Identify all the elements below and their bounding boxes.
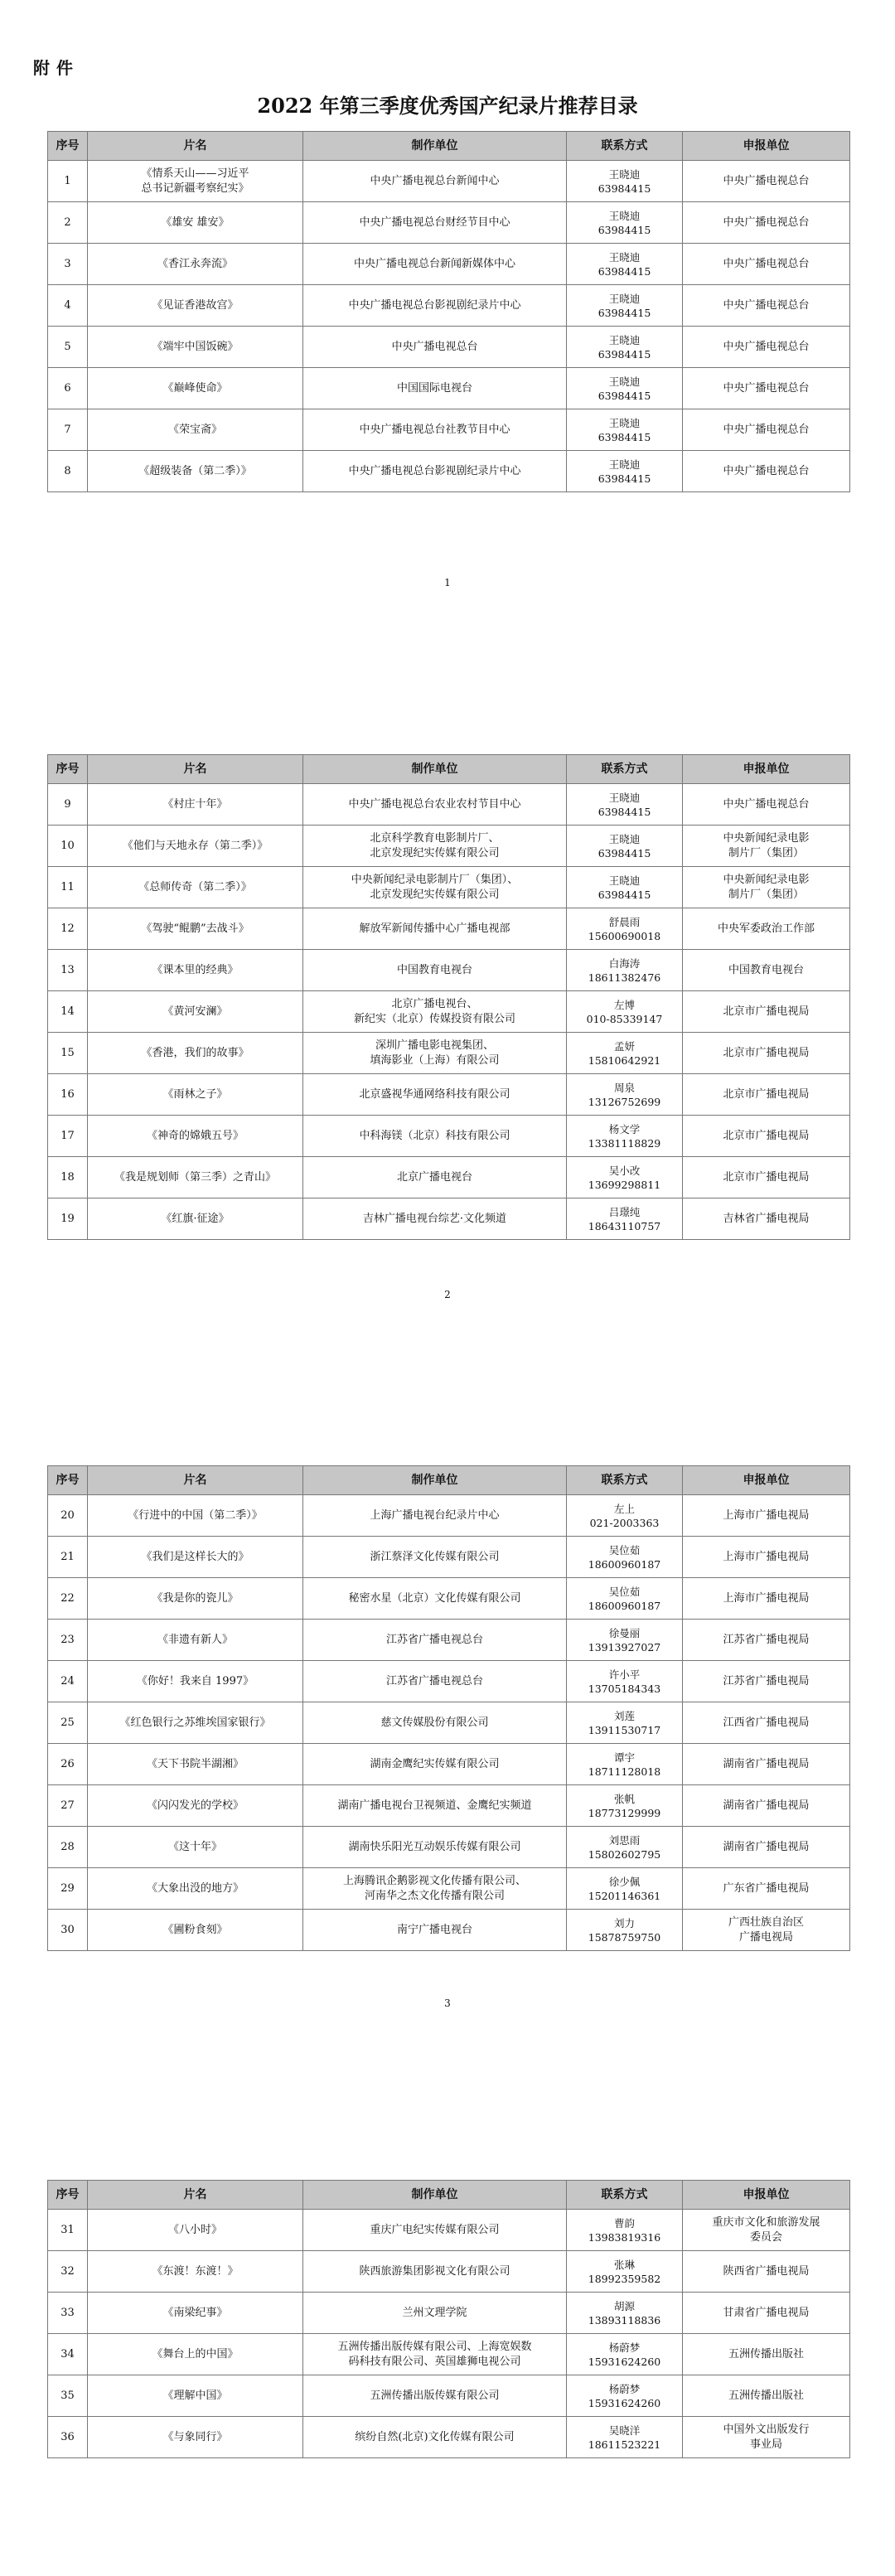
cell-number: 31	[48, 2210, 88, 2251]
cell-number: 15	[48, 1033, 88, 1074]
cell-producer: 北京盛视华通网络科技有限公司	[303, 1074, 567, 1116]
cell-title: 《驾驶“鲲鹏”去战斗》	[88, 908, 303, 950]
cell-producer: 中央广播电视总台影视剧纪录片中心	[303, 285, 567, 327]
cell-number: 14	[48, 991, 88, 1033]
cell-contact: 左博 010-85339147	[567, 991, 683, 1033]
table-row	[48, 867, 850, 908]
cell-producer: 秘密水星（北京）文化传媒有限公司	[303, 1578, 567, 1620]
cell-unit: 中央广播电视总台	[683, 285, 850, 327]
cell-contact: 刘力 15878759750	[567, 1910, 683, 1951]
cell-producer: 中央广播电视总台影视剧纪录片中心	[303, 451, 567, 492]
table-row	[48, 784, 850, 826]
cell-unit: 北京市广播电视局	[683, 991, 850, 1033]
cell-number: 9	[48, 784, 88, 826]
table-row	[48, 368, 850, 409]
cell-title: 《端牢中国饭碗》	[88, 327, 303, 368]
cell-contact: 吴位茹 18600960187	[567, 1578, 683, 1620]
table-row	[48, 1702, 850, 1744]
cell-unit: 北京市广播电视局	[683, 1116, 850, 1157]
table-row	[48, 2334, 850, 2375]
cell-number: 20	[48, 1495, 88, 1537]
cell-producer: 中央广播电视总台财经节目中心	[303, 202, 567, 244]
page-number: 2	[444, 1289, 451, 1300]
cell-title: 《情系天山——习近平 总书记新疆考察纪实》	[88, 161, 303, 202]
table-row	[48, 1116, 850, 1157]
cell-title: 《课本里的经典》	[88, 950, 303, 991]
cell-title: 《闪闪发光的学校》	[88, 1785, 303, 1827]
cell-producer: 中国教育电视台	[303, 950, 567, 991]
cell-contact: 吴位茹 18600960187	[567, 1537, 683, 1578]
table-header-row	[48, 755, 850, 784]
cell-title: 《我是规划师（第三季）之青山》	[88, 1157, 303, 1198]
cell-unit: 北京市广播电视局	[683, 1033, 850, 1074]
header-contact: 联系方式	[567, 132, 683, 161]
cell-title: 《大象出没的地方》	[88, 1868, 303, 1910]
table-row	[48, 327, 850, 368]
cell-unit: 北京市广播电视局	[683, 1074, 850, 1116]
cell-title: 《东渡！东渡！》	[88, 2251, 303, 2293]
table-row	[48, 2375, 850, 2417]
cell-contact: 杨蔚梦 15931624260	[567, 2334, 683, 2375]
cell-unit: 北京市广播电视局	[683, 1157, 850, 1198]
cell-title: 《南梁纪事》	[88, 2293, 303, 2334]
header-unit: 申报单位	[683, 132, 850, 161]
cell-producer: 中央广播电视总台新闻新媒体中心	[303, 244, 567, 285]
cell-producer: 北京科学教育电影制片厂、 北京发现纪实传媒有限公司	[303, 826, 567, 867]
cell-unit: 甘肃省广播电视局	[683, 2293, 850, 2334]
cell-number: 2	[48, 202, 88, 244]
cell-number: 17	[48, 1116, 88, 1157]
table-row	[48, 244, 850, 285]
recommendation-table-page-1	[47, 131, 850, 492]
cell-unit: 上海市广播电视局	[683, 1495, 850, 1537]
cell-contact: 左上 021-2003363	[567, 1495, 683, 1537]
cell-number: 27	[48, 1785, 88, 1827]
cell-producer: 解放军新闻传播中心广播电视部	[303, 908, 567, 950]
header-no: 序号	[48, 755, 88, 784]
cell-unit: 中央新闻纪录电影 制片厂（集团）	[683, 867, 850, 908]
cell-unit: 上海市广播电视局	[683, 1537, 850, 1578]
table-row	[48, 161, 850, 202]
cell-producer: 江苏省广播电视总台	[303, 1620, 567, 1661]
cell-unit: 江苏省广播电视局	[683, 1661, 850, 1702]
cell-number: 33	[48, 2293, 88, 2334]
cell-contact: 王晓迪 63984415	[567, 327, 683, 368]
cell-producer: 上海广播电视台纪录片中心	[303, 1495, 567, 1537]
recommendation-table-page-3	[47, 1465, 850, 1951]
table-row	[48, 1868, 850, 1910]
cell-unit: 江苏省广播电视局	[683, 1620, 850, 1661]
cell-unit: 中央广播电视总台	[683, 784, 850, 826]
cell-producer: 中央广播电视总台新闻中心	[303, 161, 567, 202]
cell-contact: 杨蔚梦 15931624260	[567, 2375, 683, 2417]
cell-unit: 中央广播电视总台	[683, 368, 850, 409]
cell-contact: 王晓迪 63984415	[567, 285, 683, 327]
header-contact: 联系方式	[567, 2181, 683, 2210]
cell-contact: 许小平 13705184343	[567, 1661, 683, 1702]
table-header-row	[48, 2181, 850, 2210]
table-row	[48, 950, 850, 991]
cell-unit: 广西壮族自治区 广播电视局	[683, 1910, 850, 1951]
table-row	[48, 1620, 850, 1661]
cell-contact: 谭宇 18711128018	[567, 1744, 683, 1785]
cell-number: 6	[48, 368, 88, 409]
cell-producer: 吉林广播电视台综艺·文化频道	[303, 1198, 567, 1240]
cell-number: 3	[48, 244, 88, 285]
cell-producer: 中央新闻纪录电影制片厂（集团）、 北京发现纪实传媒有限公司	[303, 867, 567, 908]
cell-contact: 张帆 18773129999	[567, 1785, 683, 1827]
cell-number: 32	[48, 2251, 88, 2293]
table-row	[48, 991, 850, 1033]
cell-title: 《超级装备（第二季）》	[88, 451, 303, 492]
table-row	[48, 202, 850, 244]
cell-contact: 白海涛 18611382476	[567, 950, 683, 991]
cell-number: 25	[48, 1702, 88, 1744]
cell-number: 13	[48, 950, 88, 991]
cell-number: 10	[48, 826, 88, 867]
cell-producer: 五洲传播出版传媒有限公司	[303, 2375, 567, 2417]
cell-contact: 吕璟纯 18643110757	[567, 1198, 683, 1240]
cell-number: 28	[48, 1827, 88, 1868]
cell-title: 《非遗有新人》	[88, 1620, 303, 1661]
cell-producer: 北京广播电视台、 新纪实（北京）传媒投资有限公司	[303, 991, 567, 1033]
cell-title: 《神奇的嫦娥五号》	[88, 1116, 303, 1157]
cell-number: 24	[48, 1661, 88, 1702]
cell-unit: 中央新闻纪录电影 制片厂（集团）	[683, 826, 850, 867]
table-row	[48, 451, 850, 492]
cell-contact: 周泉 13126752699	[567, 1074, 683, 1116]
header-unit: 申报单位	[683, 2181, 850, 2210]
cell-title: 《他们与天地永存（第二季）》	[88, 826, 303, 867]
header-contact: 联系方式	[567, 755, 683, 784]
cell-contact: 吴小改 13699298811	[567, 1157, 683, 1198]
cell-producer: 江苏省广播电视总台	[303, 1661, 567, 1702]
table-row	[48, 1661, 850, 1702]
cell-unit: 五洲传播出版社	[683, 2375, 850, 2417]
cell-number: 36	[48, 2417, 88, 2458]
header-unit: 申报单位	[683, 1466, 850, 1495]
cell-contact: 王晓迪 63984415	[567, 784, 683, 826]
cell-number: 21	[48, 1537, 88, 1578]
table-header-row	[48, 1466, 850, 1495]
cell-unit: 中央广播电视总台	[683, 409, 850, 451]
cell-unit: 五洲传播出版社	[683, 2334, 850, 2375]
table-row	[48, 1495, 850, 1537]
cell-producer: 中央广播电视总台社教节目中心	[303, 409, 567, 451]
table-row	[48, 1827, 850, 1868]
cell-unit: 中国教育电视台	[683, 950, 850, 991]
cell-title: 《香江永奔流》	[88, 244, 303, 285]
cell-title: 《这十年》	[88, 1827, 303, 1868]
cell-producer: 五洲传播出版传媒有限公司、上海宽娱数 码科技有限公司、英国雄狮电视公司	[303, 2334, 567, 2375]
cell-unit: 中央广播电视总台	[683, 161, 850, 202]
cell-producer: 中央广播电视总台农业农村节目中心	[303, 784, 567, 826]
table-row	[48, 1033, 850, 1074]
cell-unit: 中国外文出版发行 事业局	[683, 2417, 850, 2458]
cell-title: 《行进中的中国（第二季）》	[88, 1495, 303, 1537]
cell-producer: 中国国际电视台	[303, 368, 567, 409]
cell-unit: 中央军委政治工作部	[683, 908, 850, 950]
cell-number: 18	[48, 1157, 88, 1198]
cell-unit: 湖南省广播电视局	[683, 1785, 850, 1827]
header-producer: 制作单位	[303, 1466, 567, 1495]
table-row	[48, 1910, 850, 1951]
header-title: 片名	[88, 755, 303, 784]
cell-contact: 杨文学 13381118829	[567, 1116, 683, 1157]
cell-number: 12	[48, 908, 88, 950]
cell-contact: 王晓迪 63984415	[567, 202, 683, 244]
cell-unit: 中央广播电视总台	[683, 202, 850, 244]
header-unit: 申报单位	[683, 755, 850, 784]
cell-title: 《舞台上的中国》	[88, 2334, 303, 2375]
cell-contact: 王晓迪 63984415	[567, 867, 683, 908]
cell-contact: 王晓迪 63984415	[567, 244, 683, 285]
cell-number: 29	[48, 1868, 88, 1910]
cell-producer: 中科海镁（北京）科技有限公司	[303, 1116, 567, 1157]
header-contact: 联系方式	[567, 1466, 683, 1495]
cell-title: 《总师传奇（第二季）》	[88, 867, 303, 908]
header-title: 片名	[88, 2181, 303, 2210]
recommendation-table-page-2	[47, 754, 850, 1240]
table-row	[48, 1157, 850, 1198]
table-row	[48, 2417, 850, 2458]
cell-title: 《巅峰使命》	[88, 368, 303, 409]
cell-unit: 江西省广播电视局	[683, 1702, 850, 1744]
cell-unit: 广东省广播电视局	[683, 1868, 850, 1910]
cell-number: 16	[48, 1074, 88, 1116]
cell-producer: 湖南金鹰纪实传媒有限公司	[303, 1744, 567, 1785]
page-number: 1	[444, 577, 451, 588]
cell-title: 《红色银行之苏维埃国家银行》	[88, 1702, 303, 1744]
header-producer: 制作单位	[303, 755, 567, 784]
cell-unit: 湖南省广播电视局	[683, 1827, 850, 1868]
header-no: 序号	[48, 1466, 88, 1495]
cell-title: 《雨林之子》	[88, 1074, 303, 1116]
cell-number: 11	[48, 867, 88, 908]
cell-title: 《我是你的瓷儿》	[88, 1578, 303, 1620]
cell-title: 《你好！我来自 1997》	[88, 1661, 303, 1702]
cell-number: 26	[48, 1744, 88, 1785]
table-row	[48, 1074, 850, 1116]
page-number: 3	[444, 1997, 451, 2009]
table-row	[48, 908, 850, 950]
cell-contact: 王晓迪 63984415	[567, 368, 683, 409]
table-row	[48, 2293, 850, 2334]
cell-number: 4	[48, 285, 88, 327]
cell-producer: 北京广播电视台	[303, 1157, 567, 1198]
cell-number: 35	[48, 2375, 88, 2417]
cell-contact: 王晓迪 63984415	[567, 451, 683, 492]
cell-contact: 胡源 13893118836	[567, 2293, 683, 2334]
cell-producer: 浙江蔡泽文化传媒有限公司	[303, 1537, 567, 1578]
cell-title: 《荣宝斋》	[88, 409, 303, 451]
cell-number: 34	[48, 2334, 88, 2375]
cell-title: 《与象同行》	[88, 2417, 303, 2458]
cell-number: 22	[48, 1578, 88, 1620]
table-row	[48, 2251, 850, 2293]
cell-title: 《天下书院半湖湘》	[88, 1744, 303, 1785]
cell-contact: 王晓迪 63984415	[567, 161, 683, 202]
table-row	[48, 1785, 850, 1827]
cell-title: 《八小时》	[88, 2210, 303, 2251]
cell-unit: 中央广播电视总台	[683, 327, 850, 368]
cell-contact: 吴晓洋 18611523221	[567, 2417, 683, 2458]
cell-producer: 缤纷自然(北京)文化传媒有限公司	[303, 2417, 567, 2458]
header-no: 序号	[48, 2181, 88, 2210]
cell-title: 《圃粉食刻》	[88, 1910, 303, 1951]
cell-unit: 重庆市文化和旅游发展 委员会	[683, 2210, 850, 2251]
cell-unit: 中央广播电视总台	[683, 244, 850, 285]
cell-number: 7	[48, 409, 88, 451]
cell-contact: 曹韵 13983819316	[567, 2210, 683, 2251]
cell-contact: 孟妍 15810642921	[567, 1033, 683, 1074]
cell-number: 30	[48, 1910, 88, 1951]
header-producer: 制作单位	[303, 2181, 567, 2210]
table-row	[48, 2210, 850, 2251]
cell-producer: 上海腾讯企鹅影视文化传播有限公司、 河南华之杰文化传播有限公司	[303, 1868, 567, 1910]
table-row	[48, 1578, 850, 1620]
cell-contact: 刘莲 13911530717	[567, 1702, 683, 1744]
table-row	[48, 1744, 850, 1785]
table-row	[48, 1537, 850, 1578]
recommendation-table-page-4	[47, 2180, 850, 2458]
cell-producer: 湖南快乐阳光互动娱乐传媒有限公司	[303, 1827, 567, 1868]
cell-producer: 中央广播电视总台	[303, 327, 567, 368]
cell-title: 《香港，我们的故事》	[88, 1033, 303, 1074]
header-producer: 制作单位	[303, 132, 567, 161]
cell-number: 23	[48, 1620, 88, 1661]
cell-unit: 吉林省广播电视局	[683, 1198, 850, 1240]
table-row	[48, 409, 850, 451]
cell-number: 8	[48, 451, 88, 492]
cell-contact: 徐少佩 15201146361	[567, 1868, 683, 1910]
cell-title: 《见证香港故宫》	[88, 285, 303, 327]
cell-unit: 陕西省广播电视局	[683, 2251, 850, 2293]
cell-contact: 刘思雨 15802602795	[567, 1827, 683, 1868]
cell-title: 《雄安 雄安》	[88, 202, 303, 244]
cell-number: 5	[48, 327, 88, 368]
document-title: 2022 年第三季度优秀国产纪录片推荐目录	[257, 94, 638, 118]
table-row	[48, 826, 850, 867]
cell-title: 《黄河安澜》	[88, 991, 303, 1033]
cell-number: 1	[48, 161, 88, 202]
cell-title: 《理解中国》	[88, 2375, 303, 2417]
cell-producer: 兰州文理学院	[303, 2293, 567, 2334]
cell-unit: 湖南省广播电视局	[683, 1744, 850, 1785]
table-header-row	[48, 132, 850, 161]
cell-producer: 慈文传媒股份有限公司	[303, 1702, 567, 1744]
cell-producer: 南宁广播电视台	[303, 1910, 567, 1951]
cell-title: 《红旗·征途》	[88, 1198, 303, 1240]
attachment-label: 附件	[33, 58, 80, 78]
header-title: 片名	[88, 132, 303, 161]
table-row	[48, 1198, 850, 1240]
cell-producer: 陕西旅游集团影视文化有限公司	[303, 2251, 567, 2293]
cell-unit: 上海市广播电视局	[683, 1578, 850, 1620]
cell-producer: 重庆广电纪实传媒有限公司	[303, 2210, 567, 2251]
table-row	[48, 285, 850, 327]
cell-contact: 王晓迪 63984415	[567, 826, 683, 867]
cell-producer: 湖南广播电视台卫视频道、金鹰纪实频道	[303, 1785, 567, 1827]
cell-contact: 王晓迪 63984415	[567, 409, 683, 451]
header-no: 序号	[48, 132, 88, 161]
cell-contact: 张琳 18992359582	[567, 2251, 683, 2293]
cell-contact: 舒晨雨 15600690018	[567, 908, 683, 950]
cell-unit: 中央广播电视总台	[683, 451, 850, 492]
cell-title: 《我们是这样长大的》	[88, 1537, 303, 1578]
cell-contact: 徐曼丽 13913927027	[567, 1620, 683, 1661]
cell-title: 《村庄十年》	[88, 784, 303, 826]
header-title: 片名	[88, 1466, 303, 1495]
cell-producer: 深圳广播电影电视集团、 填海影业（上海）有限公司	[303, 1033, 567, 1074]
cell-number: 19	[48, 1198, 88, 1240]
